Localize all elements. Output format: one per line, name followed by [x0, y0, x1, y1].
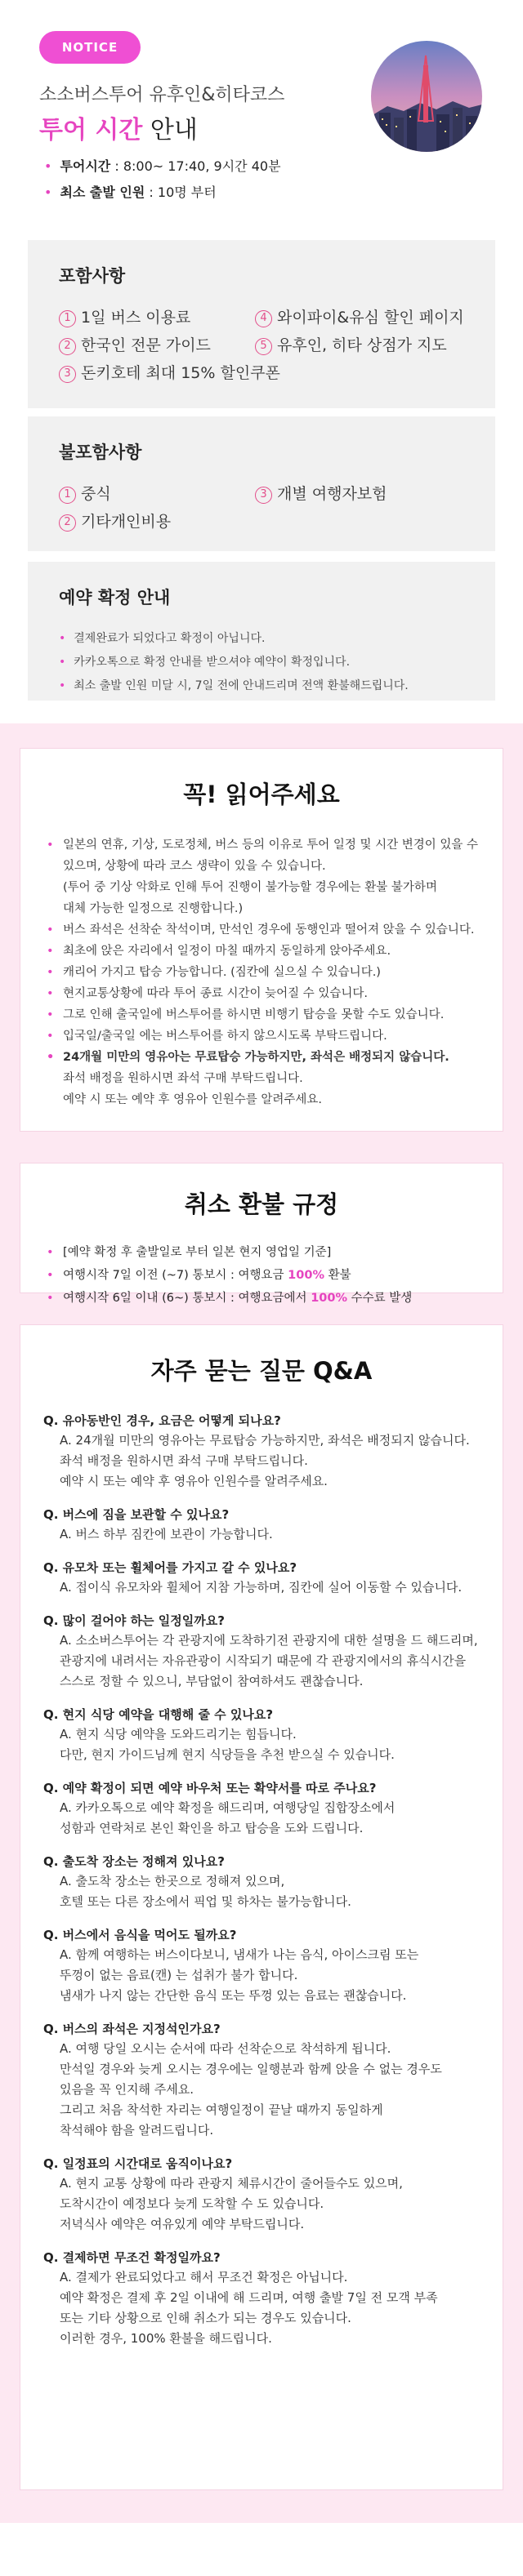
faq-answer: [43, 1430, 480, 1492]
faq-answer: [43, 1798, 480, 1839]
refund-text: [예약 확정 후 출발일로 부터 일본 현지 영업일 기준]: [63, 1246, 332, 1259]
faq-question: Q. 일정표의 시간대로 움직이나요?: [43, 2156, 233, 2171]
refund-text: 환불: [324, 1269, 351, 1282]
faq-item: [43, 2019, 480, 2141]
reservation-title: 예약 확정 안내: [59, 588, 171, 607]
faq-list: [43, 1411, 480, 2349]
faq-answer-line: 다만, 현지 가이드님께 현지 식당들을 추천 받으실 수 있습니다.: [60, 1747, 395, 1762]
faq-question: Q. 유아동반인 경우, 요금은 어떻게 되나요?: [43, 1413, 281, 1428]
faq-answer-line: 냄새가 나지 않는 간단한 음식 또는 뚜껑 있는 음료는 괜찮습니다.: [60, 1988, 407, 2003]
tour-time: [44, 153, 281, 180]
must-read-item: [45, 1026, 478, 1047]
faq-question: Q. 결제하면 무조건 확정일까요?: [43, 2250, 221, 2265]
included-title: 포함사항: [59, 266, 126, 286]
faq-question: Q. 현지 식당 예약을 대행해 줄 수 있나요?: [43, 1707, 274, 1722]
refund-title: 취소 환불 규정: [184, 1190, 339, 1218]
faq-question: Q. 버스에 짐을 보관할 수 있나요?: [43, 1507, 230, 1522]
faq-answer-line: 이러한 경우, 100% 환불을 해드립니다.: [60, 2331, 272, 2346]
tour-info-list: [44, 153, 281, 206]
faq-answer-line: 스스로 정할 수 있으니, 부담없이 참여하셔도 괜찮습니다.: [60, 1674, 364, 1688]
circled-number: 3: [255, 487, 272, 504]
info-value: : 8:00~ 17:40, 9시간 40분: [110, 158, 281, 174]
included-item: [255, 333, 447, 355]
faq-answer: [43, 1945, 480, 2006]
faq-answer-line: A. 함께 여행하는 버스이다보니, 냄새가 나는 음식, 아이스크림 또는: [60, 1947, 419, 1962]
item-text: 돈키호테 최대 15% 할인쿠폰: [81, 364, 280, 382]
policy-area: [0, 723, 523, 2523]
faq-answer-line: 관광지에 내려서는 자유관광이 시작되기 때문에 각 관광지에서의 휴식시간을: [60, 1653, 467, 1668]
faq-question: Q. 버스에서 음식을 먹어도 될까요?: [43, 1928, 237, 1942]
faq-item: [43, 1505, 480, 1545]
must-read-line: 좌석 배정을 원하시면 좌석 구매 부탁드립니다.: [63, 1072, 303, 1085]
faq-answer-line: A. 카카오톡으로 예약 확정을 해드리며, 여행당일 집합장소에서: [60, 1800, 396, 1815]
faq-item: [43, 1778, 480, 1839]
must-read-line: • 현지교통상황에 따라 투어 종료 시간이 늦어질 수 있습니다.: [63, 987, 369, 1000]
faq-title: 자주 묻는 질문 Q&A: [150, 1357, 373, 1385]
faq-answer-line: 성함과 연락처로 본인 확인을 하고 탑승을 도와 드립니다.: [60, 1821, 364, 1835]
excluded-item: [255, 482, 387, 504]
info-value: : 10명 부터: [145, 185, 217, 200]
title-rest: 안내: [142, 116, 198, 145]
notice-badge: NOTICE: [39, 31, 141, 64]
reservation-box: [28, 562, 495, 701]
faq-answer-line: 그리고 처음 착석한 자리는 여행일정이 끝날 때까지 동일하게: [60, 2102, 383, 2117]
reservation-list: [59, 627, 464, 698]
included-item: [59, 305, 190, 327]
excluded-box: [28, 416, 495, 551]
faq-item: [43, 1852, 480, 1912]
faq-answer-line: 착석해야 함을 알려드립니다.: [60, 2123, 214, 2138]
faq-answer: [43, 1871, 480, 1912]
faq-answer-line: 뚜껑이 없는 음료(캔) 는 섭취가 불가 합니다.: [60, 1968, 298, 1982]
faq-question: Q. 출도착 장소는 정해져 있나요?: [43, 1854, 225, 1869]
included-item: [255, 305, 464, 327]
faq-item: [43, 1411, 480, 1492]
item-text: 유후인, 히타 상점가 지도: [277, 336, 447, 354]
faq-question: Q. 많이 걸어야 하는 일정일까요?: [43, 1613, 225, 1628]
must-read-item: [45, 1047, 478, 1068]
faq-answer: [43, 1524, 480, 1545]
refund-item: [45, 1241, 478, 1264]
faq-question: Q. 예약 확정이 되면 예약 바우처 또는 확약서를 따로 주나요?: [43, 1781, 377, 1795]
must-read-line: • 입국일/출국일 에는 버스투어를 하지 않으시도록 부탁드립니다.: [63, 1030, 387, 1043]
must-read-line: 있으며, 상황에 따라 코스 생략이 있을 수 있습니다.: [63, 860, 326, 873]
faq-answer: [43, 2267, 480, 2349]
faq-answer-line: 저녁식사 예약은 여유있게 예약 부탁드립니다.: [60, 2217, 305, 2231]
title-highlight: 투어 시간: [39, 116, 143, 145]
tour-subtitle: 소소버스투어 유후인&히타코스: [39, 85, 285, 105]
must-read-item: [45, 941, 478, 962]
included-item: [59, 361, 280, 383]
faq-answer-line: 또는 기타 상황으로 인해 취소가 되는 경우도 있습니다.: [60, 2311, 351, 2325]
refund-text: 여행시작 7일 이전 (~7) 통보시 : 여행요금: [63, 1269, 288, 1282]
min-people: [44, 180, 281, 206]
refund-card: [20, 1163, 503, 1305]
excluded-item: [59, 482, 111, 504]
circled-number: 3: [59, 366, 76, 383]
page-title: [39, 109, 198, 145]
faq-answer-line: 있음을 꼭 인지해 주세요.: [60, 2082, 194, 2097]
refund-list: [45, 1241, 478, 1310]
faq-answer: [43, 2039, 480, 2141]
circled-number: 2: [59, 338, 76, 355]
faq-answer-line: A. 소소버스투어는 각 관광지에 도착하기전 관광지에 대한 설명을 드 해드리며,: [60, 1633, 478, 1648]
item-text: 기타개인비용: [81, 513, 172, 531]
item-text: 중식: [81, 485, 111, 503]
must-read-line: • 24개월 미만의 영유아는 무료탑승 가능하지만, 좌석은 배정되지 않습니다.: [63, 1051, 449, 1064]
must-read-line: • 버스 좌석은 선착순 착석이며, 만석인 경우에 동행인과 떨어져 앉을 수 있습니다.: [63, 923, 475, 937]
faq-answer: [43, 1724, 480, 1765]
faq-item: [43, 2248, 480, 2349]
refund-percent: 100%: [311, 1292, 347, 1305]
info-label: 투어시간: [60, 158, 111, 174]
must-read-item: [45, 983, 478, 1004]
must-read-line: • 일본의 연휴, 기상, 도로정체, 버스 등의 이유로 투어 일정 및 시간 변경이 있을 수: [63, 839, 478, 852]
must-read-list: [45, 834, 478, 1110]
must-read-line: • 최초에 앉은 자리에서 일정이 마칠 때까지 동일하게 앉아주세요.: [63, 945, 391, 958]
faq-answer-line: A. 24개월 미만의 영유아는 무료탑승 가능하지만, 좌석은 배정되지 않습니다.: [60, 1433, 470, 1448]
circled-number: 5: [255, 338, 272, 355]
circled-number: 1: [59, 310, 76, 327]
info-label: 최소 출발 인원: [60, 185, 145, 200]
refund-percent: 100%: [288, 1269, 324, 1282]
excluded-title: 불포함사항: [59, 443, 142, 462]
faq-item: [43, 1705, 480, 1765]
faq-item: [43, 1611, 480, 1692]
faq-answer-line: 호텔 또는 다른 장소에서 픽업 및 하차는 불가능합니다.: [60, 1894, 351, 1909]
must-read-card: [20, 748, 503, 1132]
must-read-line: 예약 시 또는 예약 후 영유아 인원수를 알려주세요.: [63, 1093, 323, 1106]
faq-answer-line: 예약 확정은 결제 후 2일 이내에 해 드리며, 여행 출발 7일 전 모객 부족: [60, 2290, 438, 2305]
included-item: [59, 333, 211, 355]
item-text: 한국인 전문 가이드: [81, 336, 211, 354]
faq-item: [43, 1925, 480, 2006]
must-read-item: [45, 1004, 478, 1026]
reservation-item: • 결제완료가 되었다고 확정이 아닙니다.: [59, 627, 464, 651]
must-read-item: [45, 919, 478, 941]
must-read-line: • 캐리어 가지고 탑승 가능합니다. (짐칸에 실으실 수 있습니다.): [63, 966, 381, 979]
must-read-item: [45, 1068, 478, 1110]
must-read-item: [45, 834, 478, 919]
must-read-line: • 그로 인해 출국일에 버스투어를 하시면 비행기 탑승을 못할 수도 있습니다.: [63, 1008, 445, 1021]
faq-item: [43, 2154, 480, 2235]
tour-header: [0, 0, 523, 220]
must-read-line: (투어 중 기상 악화로 인해 투어 진행이 불가능할 경우에는 환불 불가하며: [63, 881, 437, 894]
faq-answer-line: A. 현지 교통 상황에 따라 관광지 체류시간이 줄어들수도 있으며,: [60, 2176, 403, 2191]
faq-answer: [43, 1577, 480, 1598]
must-read-item: [45, 962, 478, 983]
refund-text: 여행시작 6일 이내 (6~) 통보시 : 여행요금에서: [63, 1292, 311, 1305]
faq-answer-line: A. 출도착 장소는 한곳으로 정해져 있으며,: [60, 1874, 285, 1889]
faq-answer-line: 좌석 배정을 원하시면 좌석 구매 부탁드립니다.: [60, 1453, 308, 1468]
reservation-item: • 카카오톡으로 확정 안내를 받으셔야 예약이 확정입니다.: [59, 651, 464, 674]
circled-number: 4: [255, 310, 272, 327]
must-read-line: 대체 가능한 일정으로 진행합니다.): [63, 902, 244, 915]
reservation-item: • 최소 출발 인원 미달 시, 7일 전에 안내드리며 전액 환불해드립니다.: [59, 674, 464, 698]
item-text: 와이파이&유심 할인 페이지: [277, 309, 464, 327]
faq-answer-line: A. 결제가 완료되었다고 해서 무조건 확정은 아닙니다.: [60, 2270, 348, 2285]
city-night-photo: [371, 41, 482, 152]
faq-answer-line: A. 현지 식당 예약을 도와드리기는 힘듭니다.: [60, 1727, 297, 1742]
faq-answer-line: A. 접이식 유모차와 휠체어 지참 가능하며, 짐칸에 실어 이동할 수 있습니다.: [60, 1580, 463, 1595]
faq-question: Q. 유모차 또는 휠체어를 가지고 갈 수 있나요?: [43, 1560, 297, 1575]
circled-number: 1: [59, 487, 76, 504]
excluded-item: [59, 509, 171, 532]
faq-answer-line: A. 버스 하부 짐칸에 보관이 가능합니다.: [60, 1527, 273, 1542]
faq-answer-line: A. 여행 당일 오시는 순서에 따라 선착순으로 착석하게 됩니다.: [60, 2041, 391, 2056]
faq-answer: [43, 1631, 480, 1692]
faq-card: [20, 1324, 503, 2490]
faq-answer: [43, 2173, 480, 2235]
faq-question: Q. 버스의 좌석은 지정석인가요?: [43, 2022, 221, 2036]
item-text: 개별 여행자보험: [277, 485, 387, 503]
refund-item: [45, 1264, 478, 1287]
item-text: 1일 버스 이용료: [81, 309, 191, 327]
faq-answer-line: 도착시간이 예정보다 늦게 도착할 수 도 있습니다.: [60, 2196, 324, 2211]
must-read-title: 꼭! 읽어주세요: [183, 781, 340, 808]
refund-item: [45, 1287, 478, 1310]
circled-number: 2: [59, 514, 76, 532]
faq-answer-line: 예약 시 또는 예약 후 영유아 인원수를 알려주세요.: [60, 1474, 328, 1488]
included-box: [28, 240, 495, 408]
refund-text: 수수료 발생: [346, 1292, 413, 1305]
faq-answer-line: 만석일 경우와 늦게 오시는 경우에는 일행분과 함께 앉을 수 없는 경우도: [60, 2062, 442, 2076]
faq-item: [43, 1558, 480, 1598]
